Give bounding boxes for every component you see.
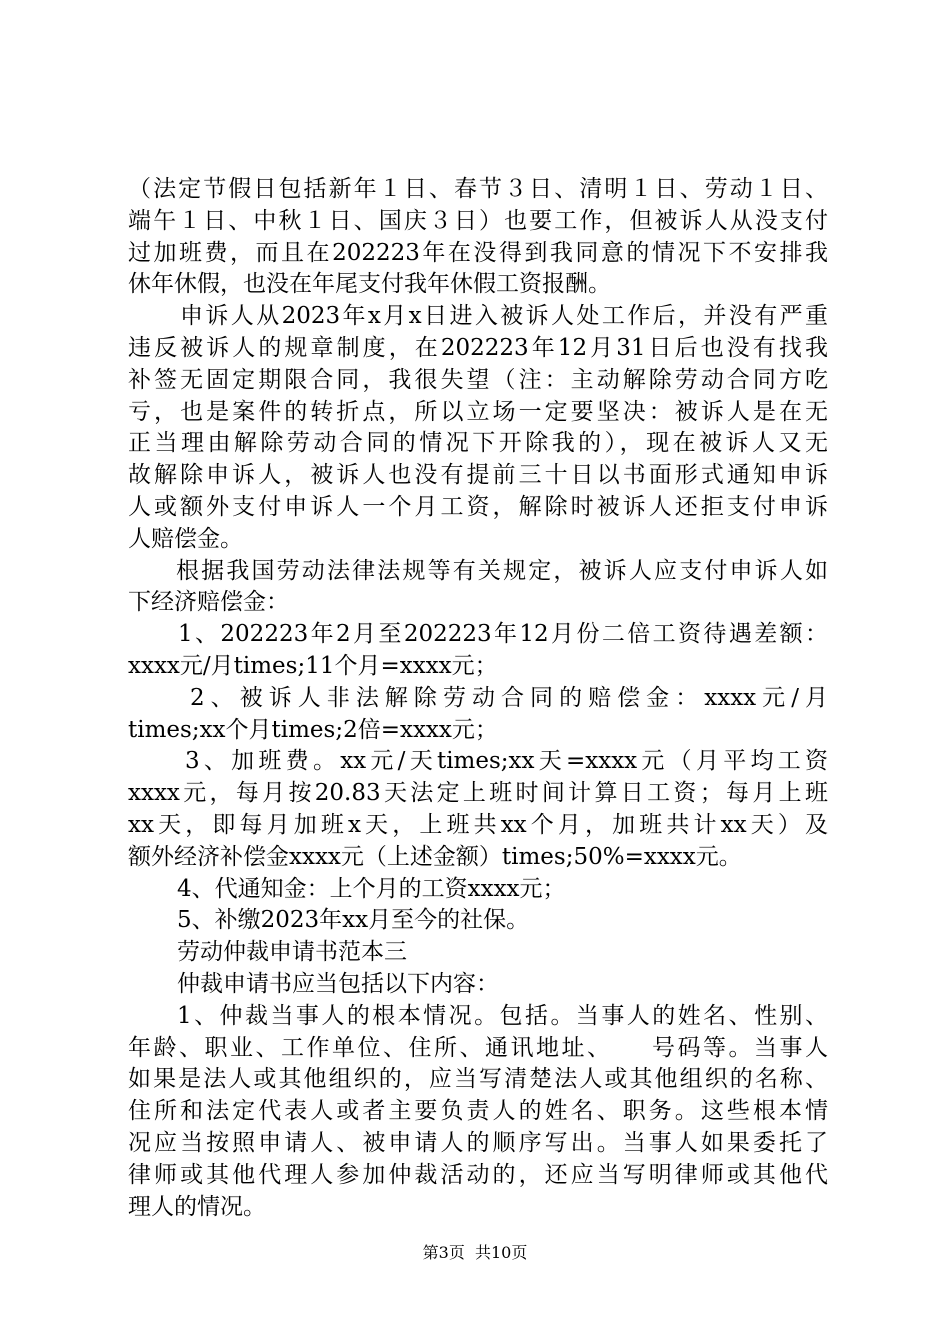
list-item-line: 1、202223年2月至202223年12月份二倍工资待遇差额：: [178, 621, 828, 648]
text-line: 补签无固定期限合同，我很失望（注：主动解除劳动合同方吃: [128, 366, 828, 393]
text-line: 违反被诉人的规章制度，在202223年12月31日后也没有找我: [128, 334, 828, 361]
text-line: 住所和法定代表人或者主要负责人的姓名、职务。这些根本情: [128, 1098, 828, 1125]
text-line: 律师或其他代理人参加仲裁活动的，还应当写明律师或其他代: [128, 1161, 828, 1188]
text-line: （法定节假日包括新年１日、春节３日、清明１日、劳动１日、: [128, 176, 828, 202]
text-line: 故解除申诉人，被诉人也没有提前三十日以书面形式通知申诉: [128, 462, 828, 489]
text-line: 人赔偿金。: [128, 525, 243, 552]
text-line: times;xx个月times;2倍=xxxx元；: [128, 716, 498, 743]
text-line: 额外经济补偿金xxxx元（上述金额）times;50%=xxxx元。: [128, 843, 742, 870]
list-item-line: 5、补缴2023年xx月至今的社保。: [177, 907, 530, 934]
list-item-line: 2、被诉人非法解除劳动合同的赔偿金：xxxx元/月: [190, 684, 828, 711]
paragraph-first-line: 根据我国劳动法律法规等有关规定，被诉人应支付申诉人如: [176, 557, 828, 584]
text-line: xxxx元，每月按20.83天法定上班时间计算日工资；每月上班: [128, 780, 828, 807]
text-line: 人或额外支付申诉人一个月工资，解除时被诉人还拒支付申诉: [128, 493, 828, 520]
page-footer: [0, 1243, 950, 1263]
page-number: 第3页 共10页: [422, 1243, 528, 1262]
text-line: 正当理由解除劳动合同的情况下开除我的），现在被诉人又无: [128, 430, 828, 457]
list-item-line: 3、加班费。xx元/天times;xx天=xxxx元（月平均工资: [185, 748, 828, 775]
text-line: 下经济赔偿金：: [128, 589, 289, 616]
body-text: [128, 174, 828, 1223]
text-line: 理人的情况。: [128, 1193, 266, 1220]
text-line: 过加班费，而且在202223年在没得到我同意的情况下不安排我: [128, 239, 828, 266]
text-line: 端午１日、中秋１日、国庆３日）也要工作，但被诉人从没支付: [128, 207, 828, 234]
text-line: 况应当按照申请人、被申请人的顺序写出。当事人如果委托了: [128, 1129, 828, 1156]
text-line: xx天，即每月加班x天，上班共xx个月，加班共计xx天）及: [128, 811, 828, 838]
text-line: 年龄、职业、工作单位、住所、通讯地址、 号码等。当事人: [128, 1034, 828, 1061]
text-line: 休年休假，也没在年尾支付我年休假工资报酬。: [128, 271, 611, 298]
text-line: 如果是法人或其他组织的，应当写清楚法人或其他组织的名称、: [128, 1066, 828, 1093]
section-heading: 劳动仲裁申请书范本三: [177, 939, 407, 966]
text-line: 亏，也是案件的转折点，所以立场一定要坚决：被诉人是在无: [128, 398, 828, 425]
text-line: xxxx元/月times;11个月=xxxx元；: [128, 652, 498, 679]
paragraph-first-line: 仲裁申请书应当包括以下内容：: [177, 970, 499, 997]
paragraph-first-line: 申诉人从2023年x月x日进入被诉人处工作后，并没有严重: [180, 303, 828, 330]
list-item-line: 4、代通知金：上个月的工资xxxx元；: [177, 875, 566, 902]
list-item-line: 1、仲裁当事人的根本情况。包括。当事人的姓名、性别、: [177, 1002, 828, 1029]
